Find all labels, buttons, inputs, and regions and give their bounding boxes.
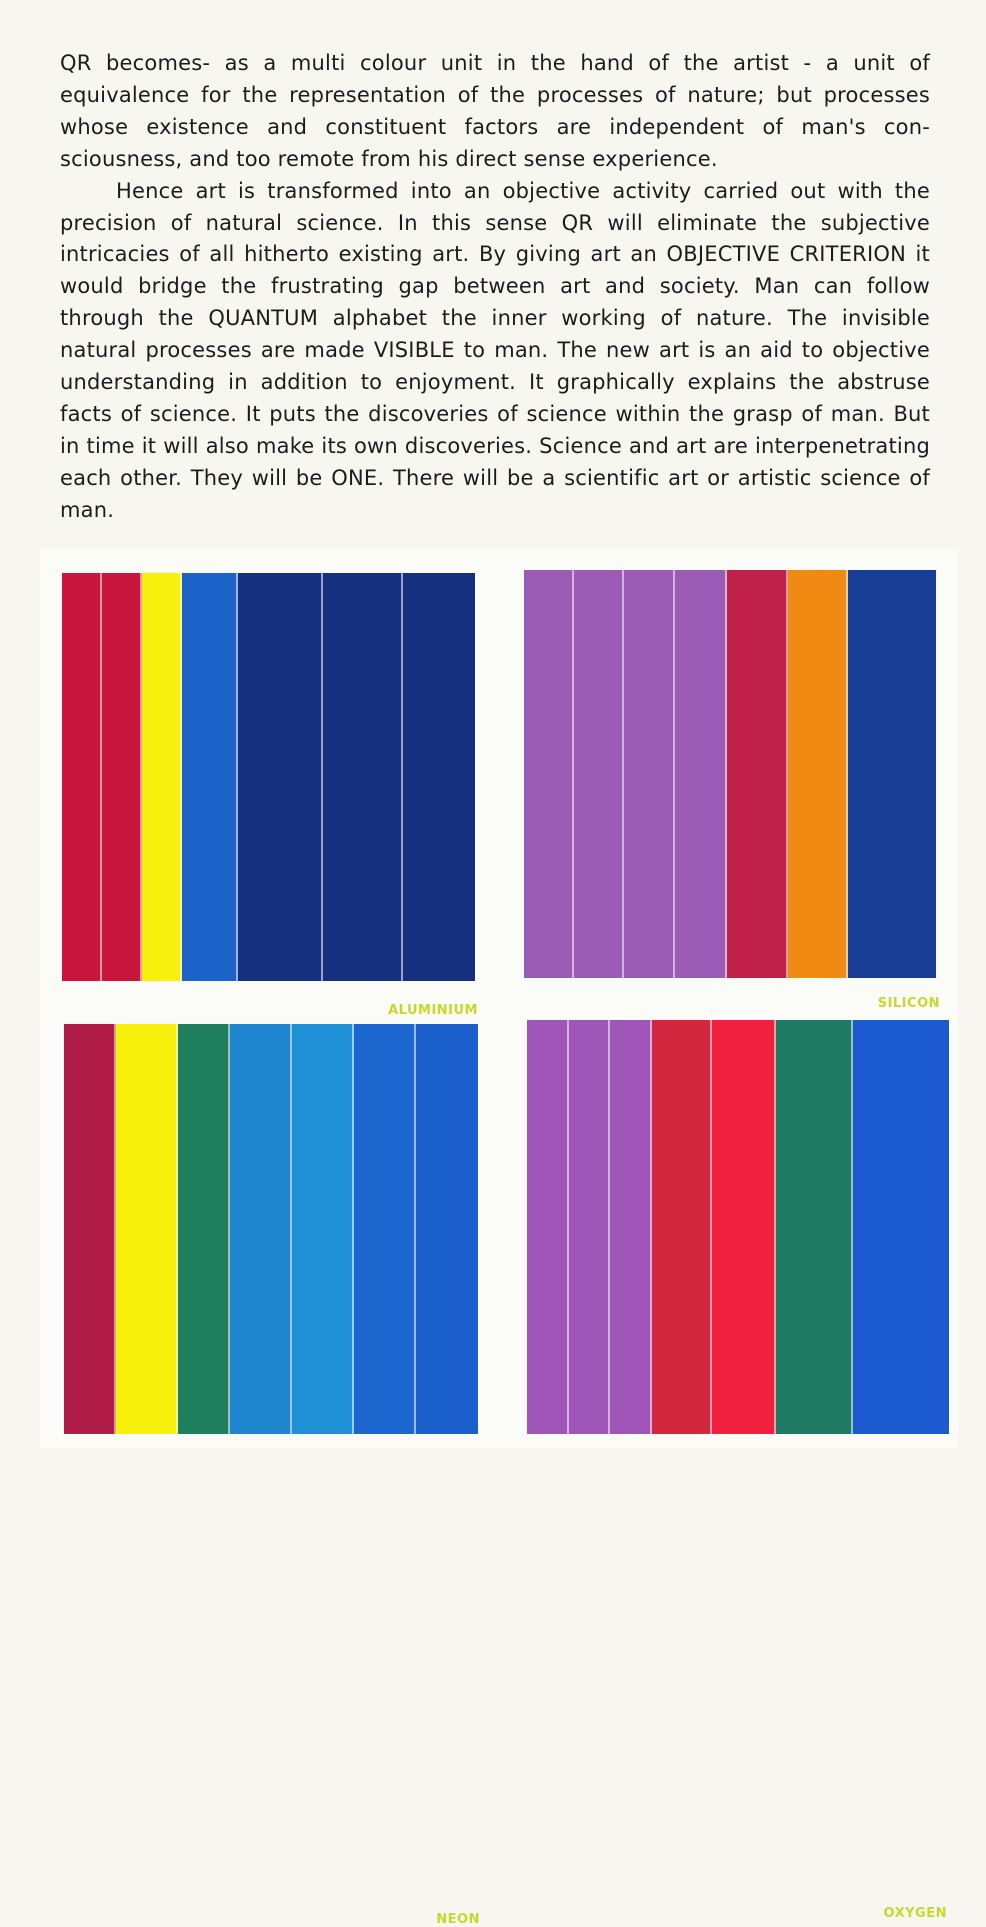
color-stripe — [64, 1024, 116, 1434]
color-stripe — [416, 1024, 478, 1434]
color-stripe — [116, 1024, 178, 1434]
plate-oxygen — [527, 1020, 949, 1921]
color-stripe — [292, 1024, 354, 1434]
color-stripe — [238, 573, 322, 981]
color-stripe — [62, 573, 102, 981]
plate-label-silicon: SILICON — [877, 996, 940, 1011]
plate-label-neon: NEON — [436, 1912, 480, 1927]
color-stripe — [574, 570, 624, 978]
color-stripe — [102, 573, 142, 981]
color-stripe — [230, 1024, 292, 1434]
color-stripe — [569, 1020, 611, 1434]
stripe-set — [527, 1020, 949, 1434]
color-stripe — [788, 570, 848, 978]
stripe-set — [524, 570, 936, 978]
color-stripe — [712, 1020, 776, 1434]
color-stripe — [354, 1024, 416, 1434]
plate-silicon — [524, 570, 940, 1011]
color-stripe — [610, 1020, 652, 1434]
color-stripe — [182, 573, 238, 981]
color-stripe — [675, 570, 728, 978]
paragraph-1: QR becomes- as a multi colour unit in the hand of the artist - a unit of equivalence for the representation of the processes of nature; but processes whose existence and constituent factors are independent of man's con-sciousness, and too remote from his direct sense experience. — [60, 51, 930, 171]
color-stripe — [853, 1020, 949, 1434]
plate-label-aluminium: ALUMINIUM — [388, 1003, 478, 1018]
stripe-set — [64, 1024, 478, 1434]
color-stripe — [323, 573, 403, 981]
plate-label-oxygen: OXYGEN — [883, 1906, 947, 1921]
color-plates — [40, 548, 958, 1927]
stripe-set — [62, 573, 475, 981]
color-stripe — [776, 1020, 853, 1434]
color-stripe — [652, 1020, 712, 1434]
color-stripe — [624, 570, 674, 978]
body-text — [60, 48, 930, 527]
color-stripe — [403, 573, 475, 981]
plate-aluminium — [62, 573, 478, 1018]
color-stripe — [848, 570, 936, 978]
color-stripe — [178, 1024, 230, 1434]
color-stripe — [142, 573, 182, 981]
color-stripe — [727, 570, 787, 978]
plate-neon — [64, 1024, 480, 1927]
paragraph-2: Hence art is transformed into an objective activity carried out with the precision of natural science. In this sense QR will eliminate the subjective intricacies of all hitherto existing art. By giving art an OBJECTIVE CRITERION it would bridge the frustrating gap between art and society. Man can follow through the QUANTUM alphabet the inner working of nature. The invisible natural processes are made VISIBLE to man. The new art is an aid to objective understanding in addition to enjoyment. It graphically explains the abstruse facts of science. It puts the discoveries of science within the grasp of man. But in time it will also make its own discoveries. Science and art are interpenetrating each other. They will be ONE. There will be a scientific art or artistic science of man. — [60, 178, 930, 522]
color-stripe — [524, 570, 574, 978]
color-stripe — [527, 1020, 569, 1434]
